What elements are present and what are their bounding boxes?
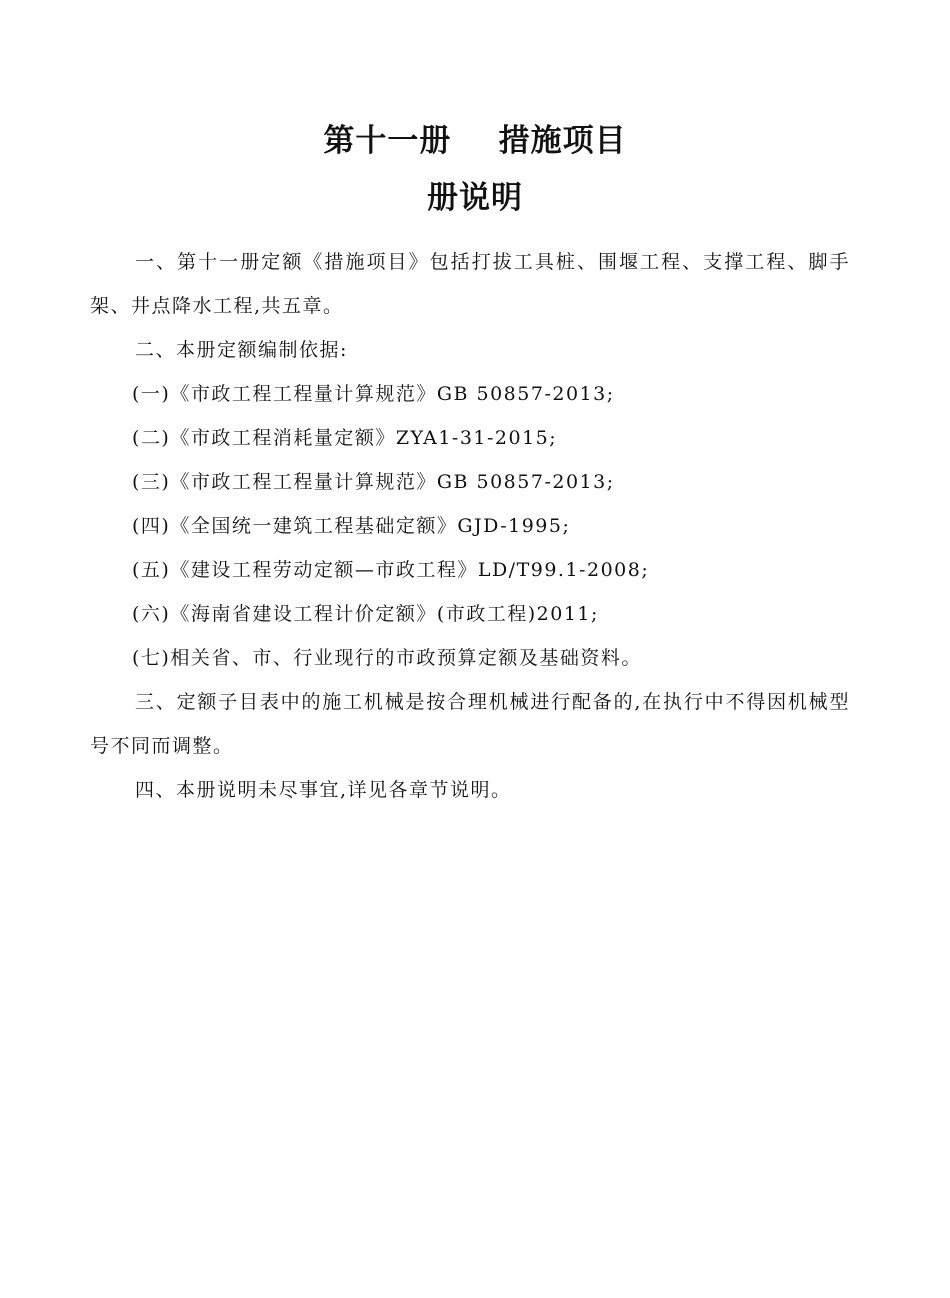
basis-item: (二)《市政工程消耗量定额》ZYA1-31-2015; [132,427,558,449]
document-body [90,240,850,812]
basis-item: (六)《海南省建设工程计价定额》(市政工程)2011; [132,603,599,625]
basis-item: (七)相关省、市、行业现行的市政预算定额及基础资料。 [132,647,642,669]
paragraph-scope: 一、第十一册定额《措施项目》包括打拔工具桩、围堰工程、支撑工程、脚手架、井点降水工程,共五章。 [90,251,850,317]
basis-item: (三)《市政工程工程量计算规范》GB 50857-2013; [132,471,615,493]
paragraph-basis-heading: 二、本册定额编制依据: [135,339,348,361]
paragraph-remarks: 四、本册说明未尽事宜,详见各章节说明。 [135,779,512,801]
basis-item: (五)《建设工程劳动定额—市政工程》LD/T99.1-2008; [132,559,650,581]
section-title: 册说明 [427,180,523,216]
volume-title: 第十一册 措施项目 [323,123,627,159]
basis-item: (四)《全国统一建筑工程基础定额》GJD-1995; [132,515,571,537]
paragraph-machinery: 三、定额子目表中的施工机械是按合理机械进行配备的,在执行中不得因机械型号不同而调整。 [90,691,850,757]
basis-item: (一)《市政工程工程量计算规范》GB 50857-2013; [132,383,615,405]
